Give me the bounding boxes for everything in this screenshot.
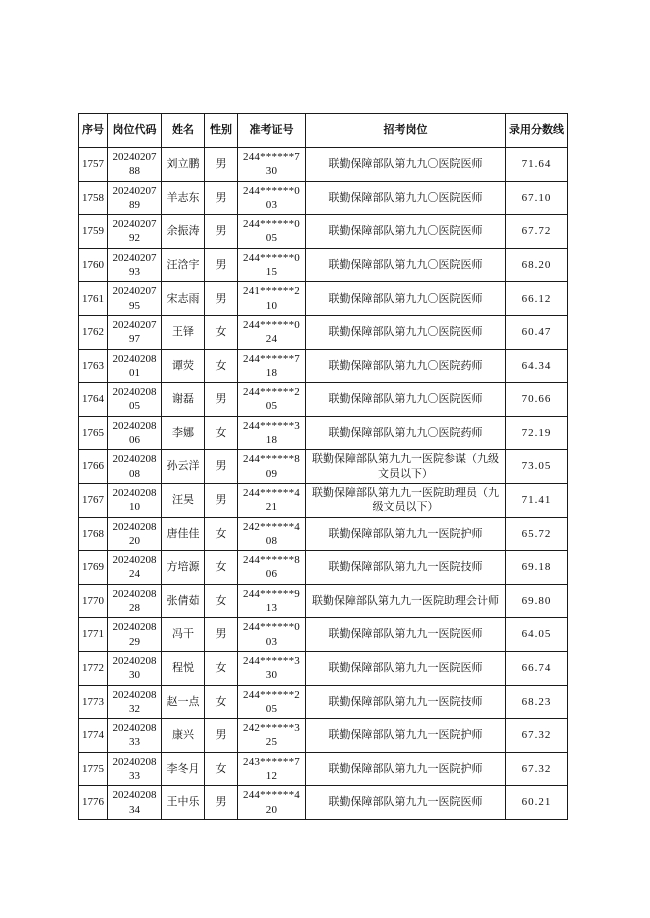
cell-name: 张倩茹 [162, 584, 205, 618]
column-header-job-code: 岗位代码 [108, 114, 162, 148]
cell-name: 汪昊 [162, 483, 205, 517]
cell-score-line: 68.20 [506, 248, 568, 282]
cell-gender: 男 [205, 450, 238, 484]
cell-position: 联勤保障部队第九九〇医院医师 [306, 282, 506, 316]
cell-serial: 1776 [79, 786, 108, 820]
column-header-serial: 序号 [79, 114, 108, 148]
cell-score-line: 71.64 [506, 148, 568, 182]
cell-position: 联勤保障部队第九九一医院医师 [306, 786, 506, 820]
table-row [79, 651, 568, 685]
table-row [79, 618, 568, 652]
cell-serial: 1775 [79, 752, 108, 786]
cell-name: 王中乐 [162, 786, 205, 820]
cell-position: 联勤保障部队第九九〇医院医师 [306, 315, 506, 349]
cell-name: 李冬月 [162, 752, 205, 786]
cell-exam-id: 244******005 [238, 215, 306, 249]
cell-exam-id: 244******420 [238, 786, 306, 820]
cell-job-code: 2024020801 [108, 349, 162, 383]
cell-position: 联勤保障部队第九九〇医院医师 [306, 215, 506, 249]
table-row [79, 282, 568, 316]
cell-position: 联勤保障部队第九九〇医院药师 [306, 349, 506, 383]
cell-gender: 男 [205, 786, 238, 820]
cell-position: 联勤保障部队第九九一医院护师 [306, 719, 506, 753]
cell-job-code: 2024020789 [108, 181, 162, 215]
cell-position: 联勤保障部队第九九〇医院药师 [306, 416, 506, 450]
cell-serial: 1763 [79, 349, 108, 383]
cell-exam-id: 242******408 [238, 517, 306, 551]
cell-job-code: 2024020830 [108, 651, 162, 685]
cell-gender: 男 [205, 282, 238, 316]
cell-serial: 1758 [79, 181, 108, 215]
header-row [79, 114, 568, 148]
cell-name: 余振涛 [162, 215, 205, 249]
cell-exam-id: 244******421 [238, 483, 306, 517]
cell-serial: 1761 [79, 282, 108, 316]
table-row [79, 215, 568, 249]
cell-serial: 1772 [79, 651, 108, 685]
cell-exam-id: 244******913 [238, 584, 306, 618]
cell-name: 康兴 [162, 719, 205, 753]
cell-serial: 1764 [79, 383, 108, 417]
cell-serial: 1769 [79, 551, 108, 585]
cell-gender: 女 [205, 416, 238, 450]
cell-gender: 男 [205, 181, 238, 215]
cell-exam-id: 244******015 [238, 248, 306, 282]
cell-gender: 男 [205, 483, 238, 517]
cell-job-code: 2024020833 [108, 719, 162, 753]
cell-score-line: 64.05 [506, 618, 568, 652]
cell-score-line: 66.74 [506, 651, 568, 685]
cell-job-code: 2024020805 [108, 383, 162, 417]
cell-gender: 男 [205, 719, 238, 753]
cell-name: 程悦 [162, 651, 205, 685]
cell-job-code: 2024020832 [108, 685, 162, 719]
table-row [79, 685, 568, 719]
cell-position: 联勤保障部队第九九〇医院医师 [306, 148, 506, 182]
cell-score-line: 67.32 [506, 752, 568, 786]
cell-gender: 女 [205, 584, 238, 618]
table-row [79, 517, 568, 551]
cell-gender: 女 [205, 517, 238, 551]
cell-job-code: 2024020795 [108, 282, 162, 316]
cell-position: 联勤保障部队第九九一医院护师 [306, 517, 506, 551]
cell-name: 李娜 [162, 416, 205, 450]
cell-position: 联勤保障部队第九九一医院技师 [306, 685, 506, 719]
cell-job-code: 2024020806 [108, 416, 162, 450]
cell-serial: 1757 [79, 148, 108, 182]
column-header-position: 招考岗位 [306, 114, 506, 148]
cell-job-code: 2024020829 [108, 618, 162, 652]
cell-name: 汪浛宇 [162, 248, 205, 282]
column-header-gender: 性别 [205, 114, 238, 148]
cell-serial: 1768 [79, 517, 108, 551]
table-row [79, 551, 568, 585]
cell-position: 联勤保障部队第九九一医院参谋（九级文员以下） [306, 450, 506, 484]
cell-serial: 1760 [79, 248, 108, 282]
cell-score-line: 67.32 [506, 719, 568, 753]
cell-exam-id: 244******003 [238, 618, 306, 652]
cell-exam-id: 244******205 [238, 685, 306, 719]
table-row [79, 181, 568, 215]
table-container [78, 113, 568, 820]
cell-name: 羊志东 [162, 181, 205, 215]
cell-name: 谢磊 [162, 383, 205, 417]
cell-serial: 1774 [79, 719, 108, 753]
cell-score-line: 68.23 [506, 685, 568, 719]
table-body [79, 148, 568, 820]
cell-job-code: 2024020792 [108, 215, 162, 249]
cell-score-line: 67.10 [506, 181, 568, 215]
cell-job-code: 2024020828 [108, 584, 162, 618]
cell-exam-id: 244******809 [238, 450, 306, 484]
cell-score-line: 73.05 [506, 450, 568, 484]
cell-exam-id: 243******712 [238, 752, 306, 786]
cell-position: 联勤保障部队第九九一医院助理会计师 [306, 584, 506, 618]
cell-serial: 1765 [79, 416, 108, 450]
table-row [79, 416, 568, 450]
table-row [79, 383, 568, 417]
column-header-name: 姓名 [162, 114, 205, 148]
cell-score-line: 60.47 [506, 315, 568, 349]
cell-name: 王铎 [162, 315, 205, 349]
cell-job-code: 2024020834 [108, 786, 162, 820]
cell-gender: 女 [205, 685, 238, 719]
cell-gender: 女 [205, 651, 238, 685]
table-row [79, 315, 568, 349]
cell-exam-id: 241******210 [238, 282, 306, 316]
cell-position: 联勤保障部队第九九〇医院医师 [306, 181, 506, 215]
table-row [79, 248, 568, 282]
column-header-score-line: 录用分数线 [506, 114, 568, 148]
cell-exam-id: 244******205 [238, 383, 306, 417]
cell-name: 方培源 [162, 551, 205, 585]
cell-position: 联勤保障部队第九九一医院护师 [306, 752, 506, 786]
cell-job-code: 2024020797 [108, 315, 162, 349]
cell-job-code: 2024020824 [108, 551, 162, 585]
cell-score-line: 65.72 [506, 517, 568, 551]
cell-position: 联勤保障部队第九九〇医院医师 [306, 248, 506, 282]
cell-gender: 女 [205, 315, 238, 349]
table-row [79, 719, 568, 753]
cell-gender: 女 [205, 551, 238, 585]
cell-serial: 1773 [79, 685, 108, 719]
table-row [79, 786, 568, 820]
cell-exam-id: 244******806 [238, 551, 306, 585]
cell-score-line: 67.72 [506, 215, 568, 249]
cell-score-line: 69.80 [506, 584, 568, 618]
cell-job-code: 2024020788 [108, 148, 162, 182]
cell-score-line: 60.21 [506, 786, 568, 820]
cell-score-line: 72.19 [506, 416, 568, 450]
cell-gender: 男 [205, 215, 238, 249]
cell-gender: 男 [205, 148, 238, 182]
cell-name: 谭荧 [162, 349, 205, 383]
cell-exam-id: 242******325 [238, 719, 306, 753]
cell-gender: 女 [205, 752, 238, 786]
cell-serial: 1762 [79, 315, 108, 349]
cell-score-line: 66.12 [506, 282, 568, 316]
cell-score-line: 70.66 [506, 383, 568, 417]
cell-score-line: 69.18 [506, 551, 568, 585]
score-table [78, 113, 568, 820]
cell-job-code: 2024020793 [108, 248, 162, 282]
cell-name: 唐佳佳 [162, 517, 205, 551]
cell-name: 赵一点 [162, 685, 205, 719]
cell-gender: 男 [205, 248, 238, 282]
cell-exam-id: 244******003 [238, 181, 306, 215]
cell-gender: 男 [205, 618, 238, 652]
cell-exam-id: 244******330 [238, 651, 306, 685]
table-row [79, 483, 568, 517]
cell-serial: 1767 [79, 483, 108, 517]
cell-position: 联勤保障部队第九九一医院医师 [306, 651, 506, 685]
cell-job-code: 2024020833 [108, 752, 162, 786]
cell-exam-id: 244******024 [238, 315, 306, 349]
cell-name: 宋志雨 [162, 282, 205, 316]
cell-exam-id: 244******730 [238, 148, 306, 182]
cell-exam-id: 244******718 [238, 349, 306, 383]
table-row [79, 349, 568, 383]
table-row [79, 450, 568, 484]
cell-serial: 1770 [79, 584, 108, 618]
cell-name: 孙云洋 [162, 450, 205, 484]
cell-score-line: 71.41 [506, 483, 568, 517]
cell-gender: 男 [205, 383, 238, 417]
cell-gender: 女 [205, 349, 238, 383]
cell-serial: 1771 [79, 618, 108, 652]
cell-position: 联勤保障部队第九九一医院医师 [306, 618, 506, 652]
table-row [79, 584, 568, 618]
cell-position: 联勤保障部队第九九〇医院医师 [306, 383, 506, 417]
cell-position: 联勤保障部队第九九一医院技师 [306, 551, 506, 585]
cell-score-line: 64.34 [506, 349, 568, 383]
cell-name: 刘立鹏 [162, 148, 205, 182]
cell-name: 冯干 [162, 618, 205, 652]
cell-job-code: 2024020810 [108, 483, 162, 517]
cell-serial: 1766 [79, 450, 108, 484]
column-header-exam-id: 准考证号 [238, 114, 306, 148]
table-row [79, 752, 568, 786]
cell-job-code: 2024020820 [108, 517, 162, 551]
cell-job-code: 2024020808 [108, 450, 162, 484]
cell-serial: 1759 [79, 215, 108, 249]
cell-exam-id: 244******318 [238, 416, 306, 450]
table-row [79, 148, 568, 182]
cell-position: 联勤保障部队第九九一医院助理员（九级文员以下） [306, 483, 506, 517]
